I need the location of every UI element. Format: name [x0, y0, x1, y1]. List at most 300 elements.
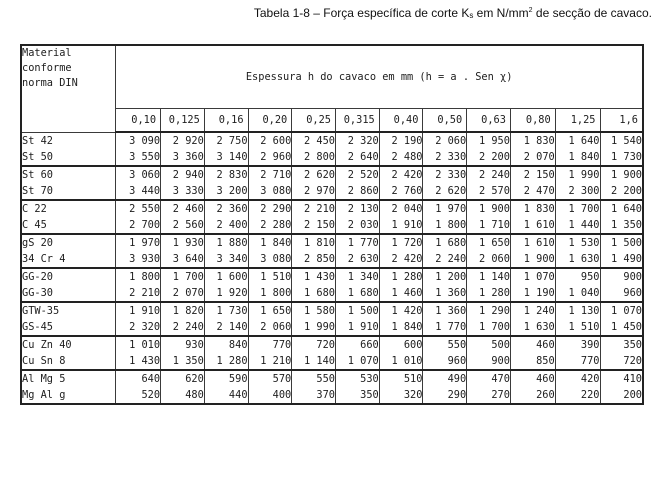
force-value: 1 140 — [478, 271, 510, 283]
force-value: 1 770 — [435, 321, 467, 333]
force-value: 2 620 — [304, 169, 335, 181]
force-value: 2 920 — [172, 135, 204, 147]
force-value: 1 070 — [347, 355, 379, 367]
force-value: 440 — [228, 389, 248, 401]
force-value-cell — [379, 200, 423, 234]
material-group-row — [21, 234, 643, 268]
force-value: 1 730 — [216, 305, 248, 317]
force-value: 2 060 — [478, 253, 510, 265]
force-value-cell — [510, 336, 555, 370]
force-value-cell — [161, 132, 205, 166]
force-value: 590 — [228, 373, 248, 385]
force-value: 1 800 — [129, 271, 161, 283]
force-value-cell — [467, 166, 511, 200]
thickness-header: Espessura h do cavaco em mm (h = a . Sen χ) — [116, 45, 643, 109]
force-value: 2 960 — [260, 151, 292, 163]
force-value: 1 200 — [435, 271, 467, 283]
force-value: 530 — [360, 373, 379, 385]
force-value: 1 280 — [478, 287, 510, 299]
force-value: 2 860 — [347, 185, 379, 197]
force-value: 660 — [360, 339, 379, 351]
force-value: 1 280 — [216, 355, 248, 367]
force-value-cell — [600, 132, 643, 166]
force-value-cell — [336, 166, 380, 200]
force-value: 1 360 — [435, 287, 467, 299]
caption-text: Tabela 1-8 – Força específica de corte K — [253, 6, 470, 20]
force-value: 2 330 — [435, 169, 467, 181]
material-name: St 60 — [22, 169, 53, 181]
force-value: 1 680 — [435, 237, 467, 249]
force-value: 2 970 — [304, 185, 335, 197]
force-value-cell — [510, 200, 555, 234]
force-value: 510 — [403, 373, 423, 385]
force-value: 2 560 — [172, 219, 204, 231]
force-value: 1 640 — [568, 135, 600, 147]
force-value-cell — [555, 166, 600, 200]
material-cell — [21, 234, 116, 268]
force-value: 1 440 — [568, 219, 600, 231]
force-value-cell — [161, 200, 205, 234]
force-value-cell — [292, 302, 336, 336]
force-value: 1 510 — [260, 271, 292, 283]
force-value: 1 350 — [611, 219, 642, 231]
force-value: 1 290 — [478, 305, 510, 317]
force-value: 350 — [623, 339, 642, 351]
force-value-cell — [555, 302, 600, 336]
force-value-cell — [600, 166, 643, 200]
force-value: 2 600 — [260, 135, 292, 147]
force-value: 1 490 — [611, 253, 642, 265]
force-value: 1 040 — [568, 287, 600, 299]
force-value-cell — [336, 234, 380, 268]
force-value: 1 540 — [611, 135, 642, 147]
force-value: 1 770 — [347, 237, 379, 249]
force-value: 2 150 — [523, 169, 555, 181]
material-name: C 22 — [22, 203, 47, 215]
force-value-cell — [292, 336, 336, 370]
force-value-cell — [510, 370, 555, 404]
force-value-cell — [292, 166, 336, 200]
force-value: 1 710 — [478, 219, 510, 231]
force-value-cell — [510, 132, 555, 166]
force-value-cell — [336, 336, 380, 370]
force-value: 2 830 — [216, 169, 248, 181]
table-header-row — [21, 45, 643, 109]
force-value: 2 470 — [523, 185, 555, 197]
force-value: 1 840 — [568, 151, 600, 163]
material-header-line: Material — [22, 47, 72, 59]
force-value-cell — [600, 370, 643, 404]
force-value-cell — [423, 336, 467, 370]
force-value-cell — [555, 132, 600, 166]
force-value: 2 030 — [347, 219, 379, 231]
force-value: 2 620 — [435, 185, 467, 197]
force-value: 1 140 — [304, 355, 335, 367]
force-value: 1 650 — [478, 237, 510, 249]
force-value: 3 930 — [129, 253, 161, 265]
force-value: 2 700 — [129, 219, 161, 231]
force-value: 3 440 — [129, 185, 161, 197]
force-value: 420 — [580, 373, 600, 385]
force-value: 2 070 — [172, 287, 204, 299]
force-value-cell — [204, 166, 248, 200]
force-value: 1 280 — [391, 271, 423, 283]
caption-suffix: de secção de cavaco. — [532, 6, 652, 20]
force-value: 1 720 — [391, 237, 423, 249]
material-cell — [21, 336, 116, 370]
force-value: 720 — [623, 355, 642, 367]
force-value: 2 480 — [391, 151, 423, 163]
force-value-cell — [423, 132, 467, 166]
material-name: St 70 — [22, 185, 53, 197]
force-value-cell — [510, 234, 555, 268]
force-value: 3 080 — [260, 185, 292, 197]
caption-subscript: s — [469, 11, 474, 20]
force-value-cell — [248, 336, 292, 370]
force-value-cell — [116, 166, 161, 200]
h-value-header: 0,315 — [336, 109, 380, 133]
force-value: 270 — [491, 389, 510, 401]
material-group-row — [21, 370, 643, 404]
material-cell — [21, 370, 116, 404]
force-value-cell — [555, 336, 600, 370]
material-name: 34 Cr 4 — [22, 253, 66, 265]
force-value: 1 580 — [304, 305, 335, 317]
material-group-row — [21, 200, 643, 234]
force-value: 3 140 — [216, 151, 248, 163]
force-value: 2 360 — [216, 203, 248, 215]
table-caption — [228, 6, 652, 20]
force-value: 2 150 — [304, 219, 335, 231]
force-value: 1 900 — [523, 253, 555, 265]
force-value-cell — [336, 268, 380, 302]
force-value: 410 — [623, 373, 642, 385]
force-value: 1 530 — [568, 237, 600, 249]
h-value-header: 0,80 — [510, 109, 555, 133]
force-value: 1 800 — [260, 287, 292, 299]
force-value: 2 570 — [478, 185, 510, 197]
force-value: 1 420 — [391, 305, 423, 317]
force-value: 1 340 — [347, 271, 379, 283]
force-value-cell — [379, 336, 423, 370]
force-value-cell — [555, 370, 600, 404]
force-value-cell — [161, 302, 205, 336]
force-value: 1 650 — [260, 305, 292, 317]
force-value: 1 130 — [568, 305, 600, 317]
material-name: GG-20 — [22, 271, 53, 283]
force-value: 770 — [272, 339, 292, 351]
force-value: 1 630 — [523, 321, 555, 333]
force-value: 1 930 — [172, 237, 204, 249]
force-value: 370 — [316, 389, 335, 401]
force-value: 2 320 — [347, 135, 379, 147]
material-name: St 42 — [22, 134, 53, 147]
force-value: 900 — [623, 271, 642, 283]
force-value-cell — [161, 370, 205, 404]
force-value-cell — [423, 200, 467, 234]
force-value-cell — [423, 370, 467, 404]
force-value: 400 — [272, 389, 292, 401]
force-value: 3 080 — [260, 253, 292, 265]
force-value: 2 550 — [129, 203, 161, 215]
force-value-cell — [116, 268, 161, 302]
force-value: 1 920 — [216, 287, 248, 299]
force-value: 1 700 — [172, 271, 204, 283]
material-cell — [21, 268, 116, 302]
material-cell — [21, 302, 116, 336]
force-value: 1 700 — [478, 321, 510, 333]
force-value-cell — [116, 336, 161, 370]
force-value: 1 880 — [216, 237, 248, 249]
h-value-header: 0,63 — [467, 109, 511, 133]
force-value: 2 420 — [391, 253, 423, 265]
force-value: 260 — [536, 389, 555, 401]
force-value: 480 — [185, 389, 204, 401]
h-value-header: 0,25 — [292, 109, 336, 133]
caption-unit: em N/mm — [473, 6, 529, 20]
force-value: 1 600 — [216, 271, 248, 283]
force-value: 2 760 — [391, 185, 423, 197]
force-value: 1 610 — [523, 219, 555, 231]
force-value: 1 830 — [523, 135, 555, 147]
force-value: 1 190 — [523, 287, 555, 299]
force-value-cell — [116, 200, 161, 234]
material-name: GG-30 — [22, 287, 53, 299]
material-name: Al Mg 5 — [22, 373, 66, 385]
h-value-header: 0,125 — [161, 109, 205, 133]
force-value-cell — [600, 234, 643, 268]
force-value: 200 — [623, 389, 642, 401]
force-value-cell — [423, 166, 467, 200]
material-name: Cu Zn 40 — [22, 339, 72, 351]
force-value: 2 200 — [478, 151, 510, 163]
force-value: 1 730 — [611, 151, 642, 163]
force-value: 1 500 — [611, 237, 642, 249]
force-value-cell — [423, 234, 467, 268]
force-value-cell — [336, 302, 380, 336]
force-value: 3 360 — [172, 151, 204, 163]
force-value-cell — [204, 302, 248, 336]
force-value-cell — [204, 268, 248, 302]
force-value-cell — [379, 132, 423, 166]
force-value-cell — [467, 234, 511, 268]
force-value: 1 830 — [523, 203, 555, 215]
force-value-cell — [467, 370, 511, 404]
force-value: 1 430 — [304, 271, 335, 283]
force-value-cell — [248, 268, 292, 302]
force-value: 1 680 — [304, 287, 335, 299]
force-value: 2 200 — [611, 185, 642, 197]
force-value: 1 680 — [347, 287, 379, 299]
material-name: Mg Al g — [22, 389, 66, 401]
force-value: 2 060 — [260, 321, 292, 333]
force-value-cell — [336, 132, 380, 166]
force-value: 2 750 — [216, 135, 248, 147]
force-value: 390 — [580, 339, 600, 351]
force-value-cell — [204, 370, 248, 404]
force-value: 3 090 — [129, 135, 161, 147]
force-value: 950 — [580, 271, 600, 283]
force-value: 1 210 — [260, 355, 292, 367]
force-value: 850 — [536, 355, 555, 367]
force-value-cell — [161, 336, 205, 370]
table-body — [21, 132, 643, 404]
h-value-header: 1,25 — [555, 109, 600, 133]
force-value: 2 240 — [435, 253, 467, 265]
h-value-header: 1,6 — [600, 109, 643, 133]
force-value: 290 — [447, 389, 467, 401]
material-header-line: conforme — [22, 62, 72, 74]
force-value: 220 — [580, 389, 600, 401]
force-value: 1 910 — [129, 305, 161, 317]
material-header-line: norma DIN — [22, 77, 78, 89]
force-value-cell — [248, 302, 292, 336]
force-value-cell — [248, 370, 292, 404]
force-value: 2 520 — [347, 169, 379, 181]
force-value: 1 810 — [304, 237, 335, 249]
caption-superscript: 2 — [528, 7, 533, 14]
material-group-row — [21, 302, 643, 336]
force-value: 3 200 — [216, 185, 248, 197]
force-value: 1 610 — [523, 237, 555, 249]
force-value-cell — [292, 132, 336, 166]
force-value-cell — [204, 336, 248, 370]
force-value-cell — [116, 370, 161, 404]
force-value-cell — [292, 234, 336, 268]
force-value: 2 290 — [260, 203, 292, 215]
force-value: 500 — [491, 339, 510, 351]
force-value: 3 640 — [172, 253, 204, 265]
material-group-row — [21, 166, 643, 200]
force-value: 1 800 — [435, 219, 467, 231]
force-value: 1 360 — [435, 305, 467, 317]
force-value: 2 450 — [304, 135, 335, 147]
material-group-row — [21, 268, 643, 302]
force-value-cell — [423, 302, 467, 336]
force-value: 3 330 — [172, 185, 204, 197]
force-value-cell — [467, 268, 511, 302]
material-name: St 50 — [22, 150, 53, 163]
force-value-cell — [510, 268, 555, 302]
cutting-force-table — [20, 44, 644, 405]
force-value-cell — [204, 200, 248, 234]
force-value-cell — [336, 370, 380, 404]
force-value-cell — [292, 370, 336, 404]
force-value: 1 820 — [172, 305, 204, 317]
force-value-cell — [248, 166, 292, 200]
force-value-cell — [204, 234, 248, 268]
material-name: Cu Sn 8 — [22, 355, 66, 367]
material-header — [21, 45, 116, 132]
force-value: 2 710 — [260, 169, 292, 181]
force-value: 1 510 — [568, 321, 600, 333]
force-value: 350 — [360, 389, 379, 401]
force-value: 2 240 — [478, 169, 510, 181]
force-value: 470 — [491, 373, 510, 385]
material-name: GTW-35 — [22, 305, 60, 317]
force-value-cell — [467, 302, 511, 336]
force-value: 2 280 — [260, 219, 292, 231]
force-value-cell — [379, 268, 423, 302]
force-value: 840 — [228, 339, 248, 351]
force-value: 2 330 — [435, 151, 467, 163]
force-value-cell — [292, 200, 336, 234]
material-name: gS 20 — [22, 237, 53, 249]
force-value: 2 300 — [568, 185, 600, 197]
force-value: 1 990 — [304, 321, 335, 333]
force-value: 2 210 — [304, 203, 335, 215]
material-group-row — [21, 132, 643, 166]
force-value: 1 840 — [391, 321, 423, 333]
force-value: 320 — [403, 389, 423, 401]
force-value-cell — [248, 132, 292, 166]
force-value: 2 460 — [172, 203, 204, 215]
force-value-cell — [555, 268, 600, 302]
force-value: 2 800 — [304, 151, 335, 163]
force-value: 600 — [403, 339, 423, 351]
force-value: 2 320 — [129, 321, 161, 333]
force-value-cell — [379, 234, 423, 268]
force-value-cell — [248, 234, 292, 268]
force-value: 2 240 — [172, 321, 204, 333]
force-value: 2 140 — [216, 321, 248, 333]
force-value: 1 350 — [172, 355, 204, 367]
force-value-cell — [161, 234, 205, 268]
h-value-header: 0,40 — [379, 109, 423, 133]
force-value: 2 850 — [304, 253, 335, 265]
material-cell — [21, 132, 116, 166]
force-value: 570 — [272, 373, 292, 385]
force-value: 550 — [447, 339, 467, 351]
h-value-header: 0,50 — [423, 109, 467, 133]
force-value: 720 — [316, 339, 335, 351]
force-value: 770 — [580, 355, 600, 367]
force-value: 1 070 — [523, 271, 555, 283]
force-value: 2 130 — [347, 203, 379, 215]
force-value: 460 — [536, 339, 555, 351]
force-value-cell — [336, 200, 380, 234]
force-value: 1 640 — [611, 203, 642, 215]
force-value-cell — [379, 302, 423, 336]
force-value: 3 060 — [129, 169, 161, 181]
force-value: 930 — [185, 339, 204, 351]
force-value-cell — [467, 132, 511, 166]
force-value-cell — [555, 234, 600, 268]
force-value-cell — [600, 268, 643, 302]
force-value: 1 450 — [611, 321, 642, 333]
force-value: 1 630 — [568, 253, 600, 265]
material-group-row — [21, 336, 643, 370]
force-value-cell — [292, 268, 336, 302]
force-value: 2 940 — [172, 169, 204, 181]
force-value: 960 — [447, 355, 467, 367]
force-value: 1 010 — [129, 339, 161, 351]
force-value-cell — [161, 166, 205, 200]
force-value-cell — [600, 302, 643, 336]
force-value: 2 630 — [347, 253, 379, 265]
force-value: 2 420 — [391, 169, 423, 181]
force-value: 520 — [141, 389, 161, 401]
force-value-cell — [510, 302, 555, 336]
force-value: 620 — [185, 373, 204, 385]
force-value: 1 430 — [129, 355, 161, 367]
force-value: 1 840 — [260, 237, 292, 249]
force-value: 490 — [447, 373, 467, 385]
force-value: 1 910 — [347, 321, 379, 333]
force-value-cell — [116, 302, 161, 336]
force-value: 2 640 — [347, 151, 379, 163]
force-value: 900 — [491, 355, 510, 367]
